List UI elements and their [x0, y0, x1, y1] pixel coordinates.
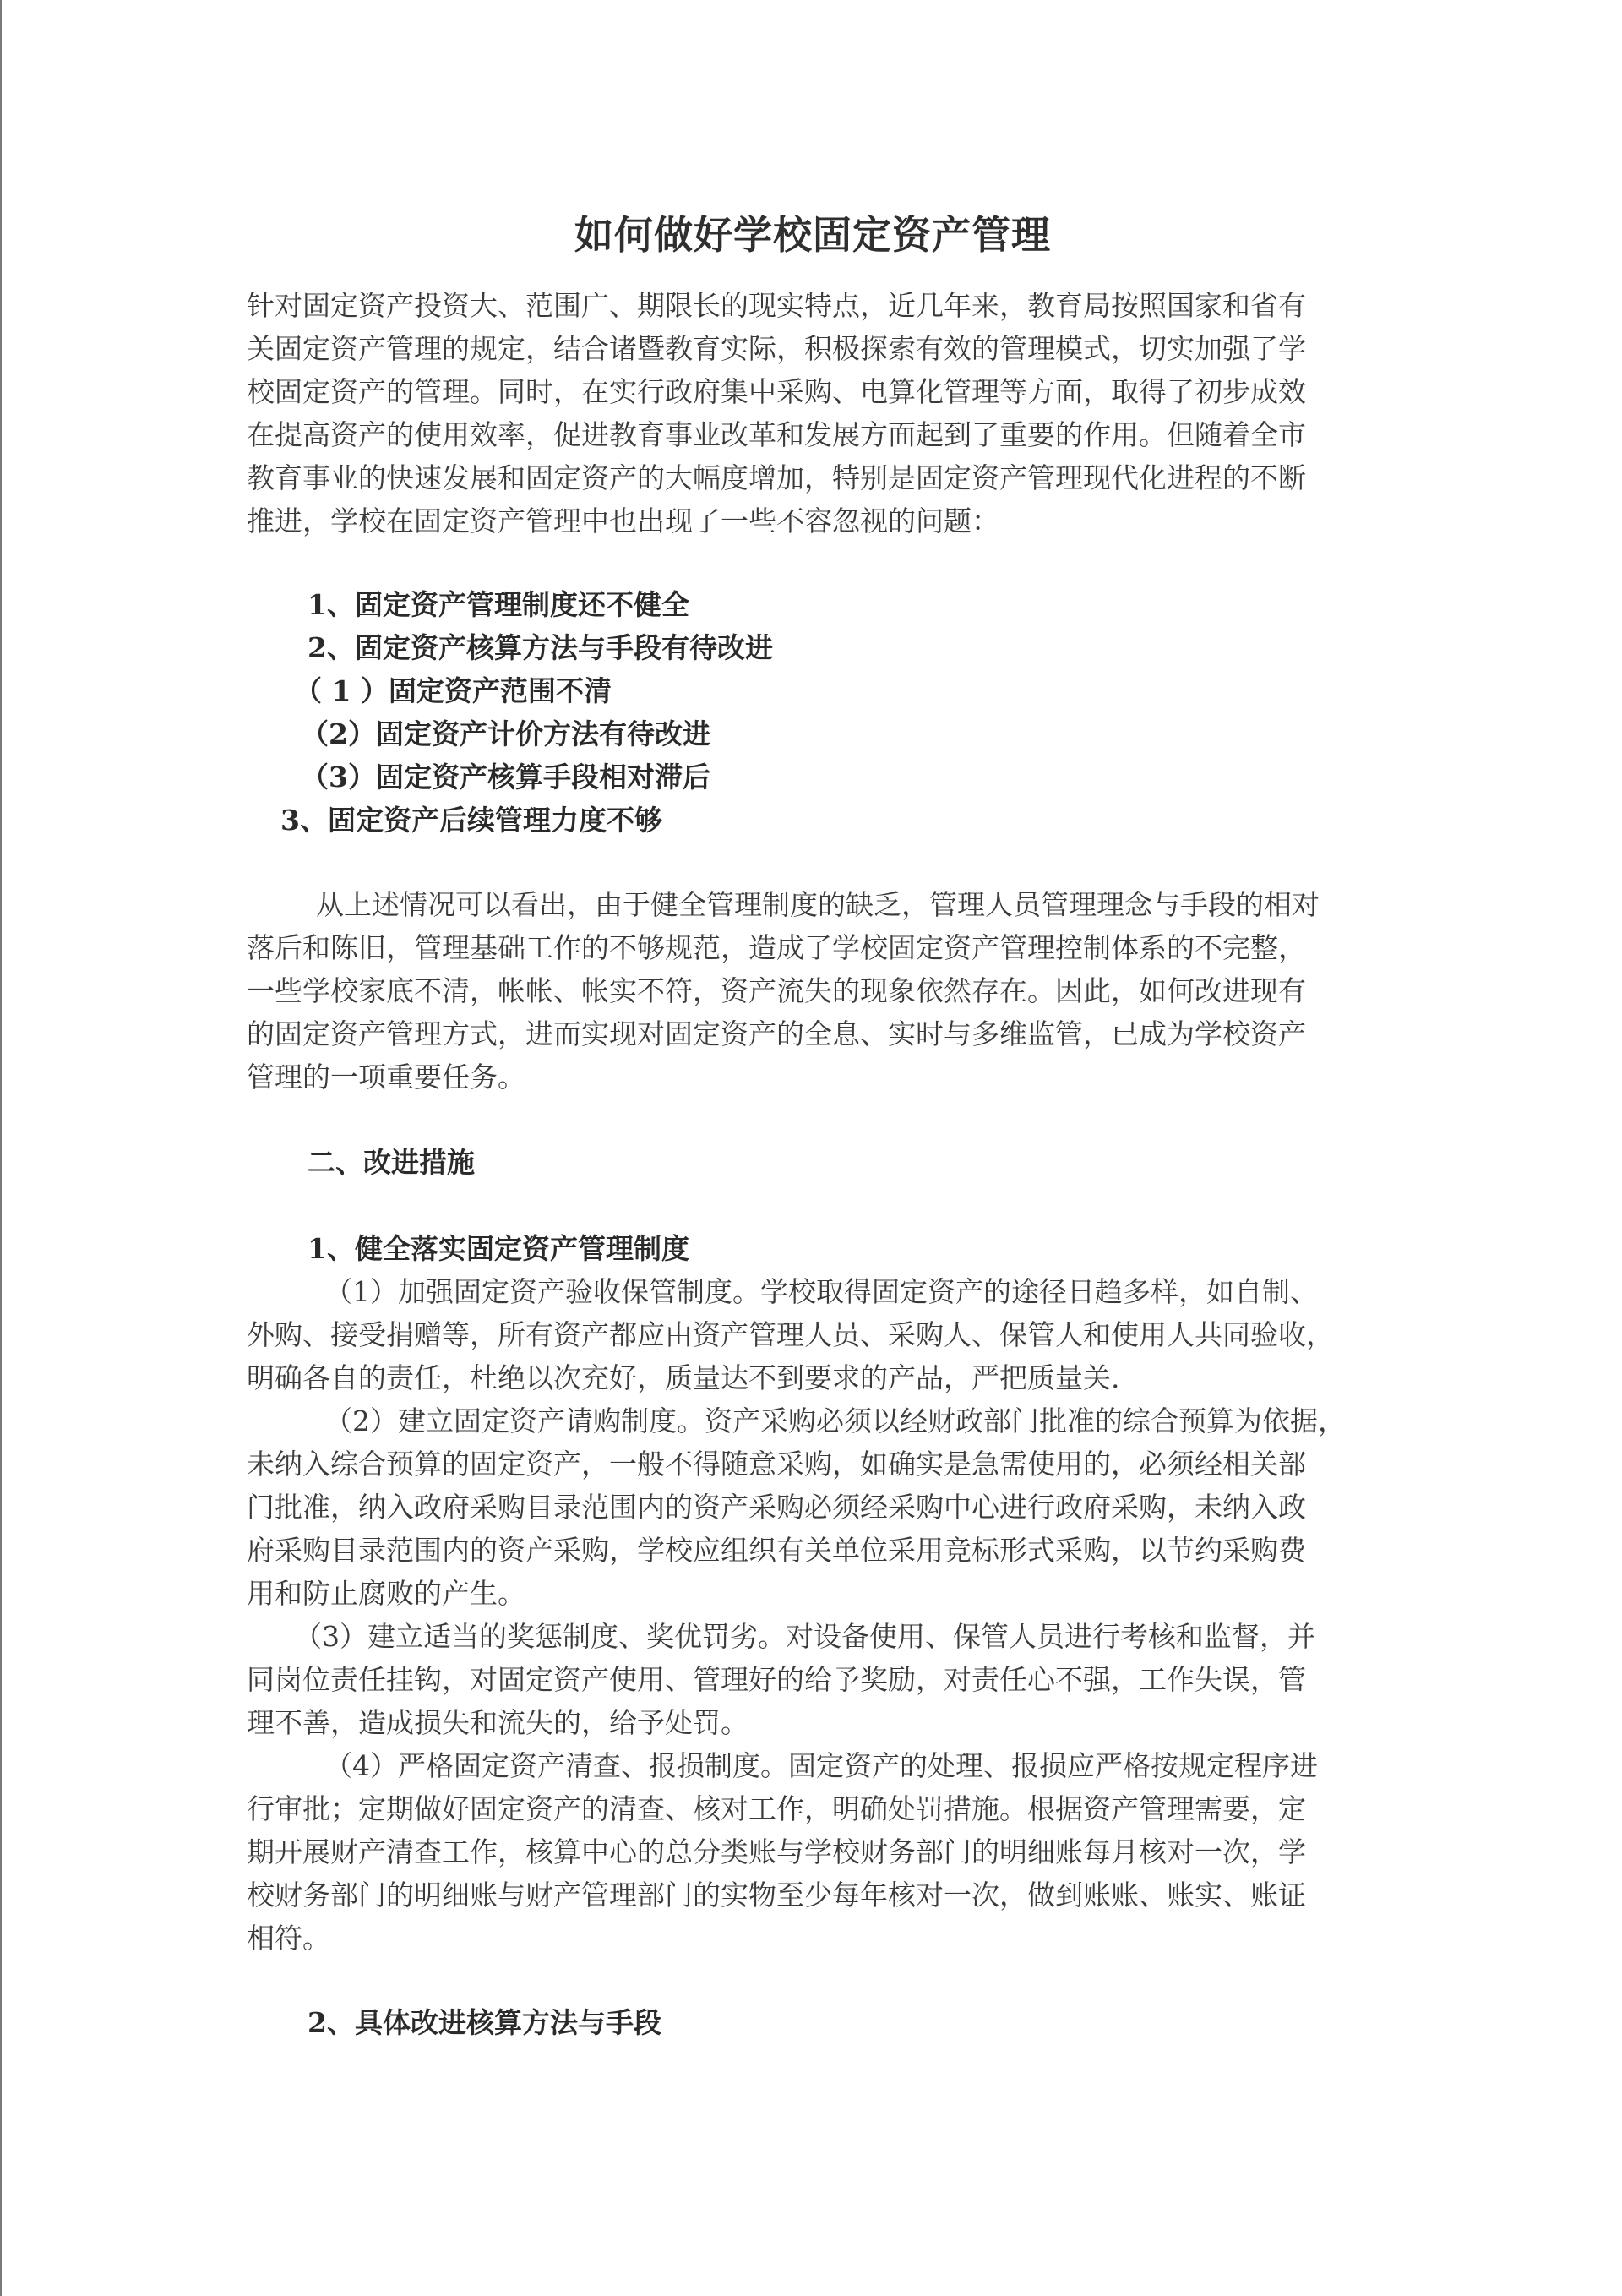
- text-line: 落后和陈旧，管理基础工作的不够规范，造成了学校固定资产管理控制体系的不完整，: [247, 931, 1306, 964]
- text-line: 的固定资产管理方式，进而实现对固定资产的全息、实时与多维监管，已成为学校资产: [247, 1017, 1306, 1050]
- problem-item: 1、固定资产管理制度还不健全: [308, 588, 689, 621]
- text-line: 管理的一项重要任务。: [247, 1061, 525, 1093]
- text-line: 同岗位责任挂钩，对固定资产使用、管理好的给予奖励，对责任心不强，工作失误，管: [247, 1663, 1306, 1696]
- intro-paragraph: [247, 284, 1379, 543]
- problem-item: 2、固定资产核算方法与手段有待改进: [308, 631, 773, 664]
- text-line: （1）加强固定资产验收保管制度。学校取得固定资产的途径日趋多样，如自制、: [324, 1275, 1318, 1308]
- section-heading: 二、改进措施: [308, 1146, 475, 1179]
- text-line: 校财务部门的明细账与财产管理部门的实物至少每年核对一次，做到账账、账实、账证: [247, 1879, 1306, 1912]
- problem-subitem: （3）固定资产核算手段相对滞后: [301, 761, 710, 794]
- text-line: 府采购目录范围内的资产采购，学校应组织有关单位采用竞标形式采购，以节约采购费: [247, 1534, 1306, 1567]
- text-line: 关固定资产管理的规定，结合诸暨教育实际，积极探索有效的管理模式，切实加强了学: [247, 332, 1306, 365]
- text-line: 用和防止腐败的产生。: [247, 1577, 525, 1610]
- text-line: 相符。: [247, 1922, 330, 1955]
- measure-two: [247, 2001, 1379, 2044]
- text-line: （2）建立固定资产请购制度。资产采购必须以经财政部门批准的综合预算为依据，: [324, 1404, 1346, 1437]
- text-line: 推进，学校在固定资产管理中也出现了一些不容忽视的问题：: [247, 504, 999, 537]
- text-line: 行审批；定期做好固定资产的清查、核对工作，明确处罚措施。根据资产管理需要，定: [247, 1792, 1306, 1825]
- text-line: 未纳入综合预算的固定资产，一般不得随意采购，如确实是急需使用的，必须经相关部: [247, 1448, 1306, 1481]
- problem-item: 3、固定资产后续管理力度不够: [280, 804, 662, 837]
- text-line: 理不善，造成损失和流失的，给予处罚。: [247, 1706, 748, 1739]
- measure-heading: 1、健全落实固定资产管理制度: [308, 1232, 689, 1265]
- text-line: 针对固定资产投资大、范围广、期限长的现实特点，近几年来，教育局按照国家和省有: [247, 289, 1306, 322]
- section-two: [247, 1141, 1379, 1184]
- text-line: 一些学校家底不清，帐帐、帐实不符，资产流失的现象依然存在。因此，如何改进现有: [247, 974, 1306, 1007]
- problem-subitem: （2）固定资产计价方法有待改进: [301, 717, 710, 750]
- text-line: （3）建立适当的奖惩制度、奖优罚劣。对设备使用、保管人员进行考核和监督，并: [294, 1620, 1315, 1653]
- problem-list: [247, 583, 1379, 842]
- text-line: 校固定资产的管理。同时，在实行政府集中采购、电算化管理等方面，取得了初步成效: [247, 375, 1306, 408]
- text-line: 期开展财产清查工作，核算中心的总分类账与学校财务部门的明细账每月核对一次，学: [247, 1835, 1306, 1868]
- text-line: 在提高资产的使用效率，促进教育事业改革和发展方面起到了重要的作用。但随着全市: [247, 418, 1306, 451]
- text-line: 明确各自的责任，杜绝以次充好，质量达不到要求的产品，严把质量关.: [247, 1361, 1120, 1394]
- text-line: （4）严格固定资产清查、报损制度。固定资产的处理、报损应严格按规定程序进: [324, 1749, 1318, 1782]
- measure-one: [247, 1227, 1379, 1960]
- analysis-paragraph: [247, 883, 1379, 1099]
- document-title: 如何做好学校固定资产管理: [574, 212, 1051, 258]
- problem-subitem: （ 1 ）固定资产范围不清: [294, 674, 612, 707]
- text-line: 门批准，纳入政府采购目录范围内的资产采购必须经采购中心进行政府采购，未纳入政: [247, 1491, 1306, 1524]
- measure-heading: 2、具体改进核算方法与手段: [308, 2006, 661, 2039]
- text-line: 从上述情况可以看出，由于健全管理制度的缺乏，管理人员管理理念与手段的相对: [316, 888, 1320, 921]
- text-line: 外购、接受捐赠等，所有资产都应由资产管理人员、采购人、保管人和使用人共同验收，: [247, 1318, 1334, 1351]
- text-line: 教育事业的快速发展和固定资产的大幅度增加，特别是固定资产管理现代化进程的不断: [247, 461, 1306, 494]
